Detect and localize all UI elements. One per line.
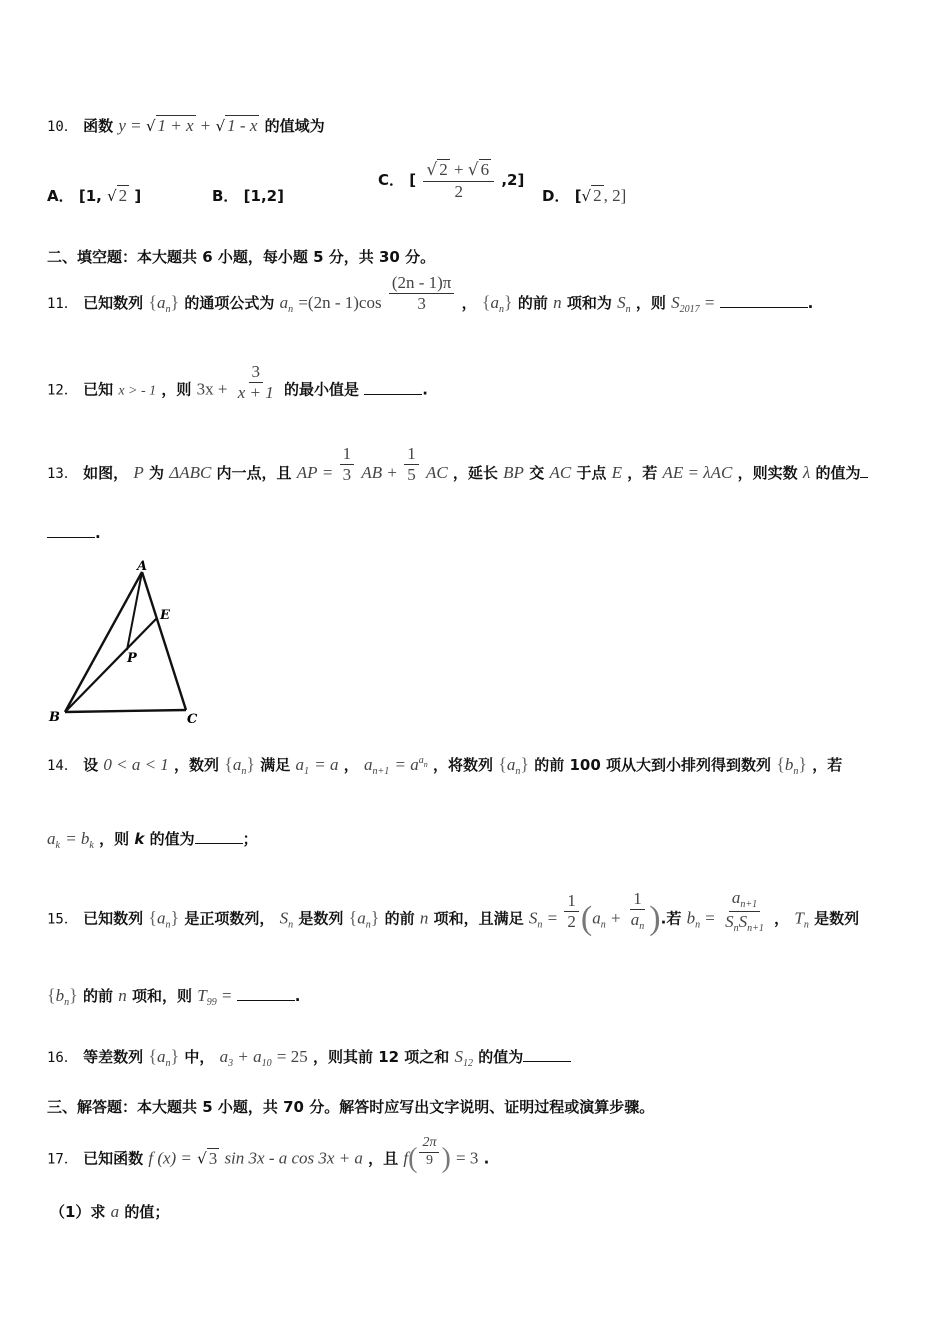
q14-text-4: ，将数列 (432, 756, 493, 774)
q11-fraction (389, 273, 455, 313)
option-a-rad: 2 (118, 186, 128, 205)
q14-ak: a (47, 829, 56, 848)
answer-blank[interactable] (720, 306, 808, 308)
q17-frac-bot: 9 (425, 1152, 433, 1168)
q15-text-8: 是数列 (814, 909, 860, 928)
q15-b-bot2: S (738, 911, 748, 931)
q11-an-3-sub: n (499, 304, 505, 315)
q14-bn: b (784, 755, 794, 774)
q15-half-top: 1 (564, 891, 579, 912)
q11-text-3: ， (461, 294, 477, 312)
q14-exp-sub: n (423, 760, 428, 769)
q15-half-bot: 2 (567, 911, 576, 931)
q14-line (47, 754, 842, 777)
q15-Sn-sub: n (288, 919, 294, 931)
q13-frac-1 (340, 444, 355, 484)
q14-text-8: 的值为 (149, 830, 195, 848)
q15-T99-eq: = (221, 986, 232, 1005)
brace-left-icon: { (481, 292, 491, 312)
q10-number: 10． (47, 119, 78, 135)
option-c-rad-a: 2 (439, 160, 448, 179)
q11-S: S (617, 293, 626, 312)
q15-b-bot-sub1: n (733, 922, 739, 934)
q16-number: 16． (47, 1050, 78, 1066)
brace-right-icon: } (170, 907, 180, 928)
q15-an-3: a (592, 908, 601, 928)
q13-frac-2 (404, 444, 419, 484)
label-a: A (137, 559, 148, 574)
q14-text-1: 设 (83, 756, 99, 774)
q15-text-7: ， (774, 909, 790, 928)
q15-line-2 (47, 985, 300, 1008)
q15-an-3-sub: n (600, 919, 606, 931)
option-c-rad-b: 6 (480, 160, 490, 179)
q11-number: 11． (47, 296, 78, 312)
paren-right-icon: ) (649, 900, 661, 937)
q14-condition: 0 < a < 1 (103, 755, 169, 774)
q11-an-sub: n (165, 304, 171, 315)
sqrt-icon: √ (581, 187, 592, 205)
q16-a3: a (219, 1047, 229, 1066)
brace-left-icon: { (498, 754, 507, 774)
q14-an-2: a (506, 755, 516, 774)
q12-fraction (235, 362, 277, 402)
q14-comma: ， (343, 756, 359, 774)
q10-eq: = (131, 116, 141, 135)
q15-half (564, 891, 579, 931)
q12-condition: x > - 1 (118, 383, 157, 399)
q13-P: P (133, 463, 144, 482)
q14-k: k (134, 830, 145, 848)
brace-right-icon: } (370, 907, 380, 928)
q13-text-3: 内一点，且 (216, 464, 292, 482)
brace-right-icon: } (170, 292, 180, 312)
section-3-heading: 三、解答题：本大题共 5 小题，共 70 分。解答时应写出文字说明、证明过程或演算步骤。 (47, 1098, 655, 1116)
q13-line-2 (47, 524, 101, 542)
q16-text-4: 的值为 (478, 1048, 524, 1066)
q15-bn: b (686, 908, 696, 928)
q15-Sn: S (279, 908, 289, 928)
q16-a10: a (253, 1047, 262, 1066)
brace-left-icon: { (148, 1046, 157, 1066)
q10-option-d (542, 185, 626, 206)
q13-BP: BP (503, 463, 524, 482)
q13-text-4: ，延长 (452, 464, 498, 482)
q15-inv-bot: a (630, 910, 640, 930)
q11-n: n (553, 293, 562, 312)
q15-text-6: .若 (660, 909, 682, 928)
sqrt-icon: √ (145, 117, 156, 135)
q17-fraction (419, 1135, 439, 1168)
q14-bk-sub: k (89, 840, 94, 851)
sqrt-icon: √ (215, 117, 226, 135)
q12-text-1: 已知 (83, 380, 114, 399)
q15-text-2: 是正项数列， (184, 909, 275, 928)
brace-left-icon: { (148, 292, 157, 312)
q15-b-top: a (731, 888, 741, 907)
q13-f1-top: 1 (340, 444, 355, 465)
q16-eq: = 25 (276, 1047, 308, 1066)
q15-inverse (628, 889, 648, 932)
q16-a10-sub: 10 (261, 1058, 272, 1069)
option-c-fraction (423, 160, 494, 201)
q17-sub1-end: 的值； (124, 1203, 170, 1221)
q15-bn-sub: n (695, 919, 701, 931)
q16-text-1: 等差数列 (83, 1048, 144, 1066)
q17-text-1: 已知函数 (83, 1149, 144, 1168)
sqrt-icon: √ (467, 160, 479, 180)
q16-an: a (156, 1047, 166, 1066)
q10-line (47, 115, 325, 136)
q13-text-2: 为 (148, 464, 164, 482)
q13-plus: + (387, 463, 397, 482)
q11-S-sub: n (625, 304, 631, 315)
q14-text-2: ，数列 (174, 756, 220, 774)
brace-right-icon: } (246, 754, 256, 774)
option-b-text: [1,2] (243, 187, 284, 205)
q17-rad: 3 (208, 1148, 218, 1168)
q15-an-2: a (357, 908, 366, 928)
q17-rest: sin 3x - a cos 3x + a (224, 1148, 363, 1168)
q13-text-1: 如图， (83, 464, 129, 482)
q17-f2: f (403, 1148, 409, 1168)
q15-line (47, 888, 860, 938)
q15-b-fraction (722, 888, 767, 934)
q12-line (47, 362, 428, 402)
q13-triangle: ΔABC (169, 463, 212, 482)
q16-line (47, 1046, 571, 1069)
q11-end: . (807, 294, 814, 312)
q13-number: 13． (47, 466, 78, 482)
q14-an1-eq: = a (394, 755, 419, 774)
q15-end: . (294, 987, 301, 1005)
q15-text-3: 是数列 (298, 909, 344, 928)
option-c-left: [ (409, 171, 417, 190)
q11-S2017-sub: 2017 (679, 304, 700, 315)
q11-an: a (156, 293, 166, 312)
option-c-plus: + (453, 160, 464, 179)
q17-number: 17． (47, 1151, 78, 1168)
q15-text-9: 的前 (83, 987, 114, 1005)
q14-ak-sub: k (55, 840, 60, 851)
option-d-label: D． (542, 187, 570, 205)
q14-an1: a (364, 755, 373, 774)
option-d-left: [ (574, 187, 582, 205)
brace-left-icon: { (348, 907, 358, 928)
q16-an-sub: n (165, 1058, 171, 1069)
q14-a1: a (295, 755, 305, 774)
q10-prefix: 函数 (83, 117, 114, 135)
q15-Sn-2: S (528, 908, 538, 928)
q15-b-top-sub: n+1 (740, 899, 758, 910)
q13-AC-2: AC (549, 463, 572, 482)
paren-right-icon: ) (441, 1143, 451, 1174)
q13-f1-bot: 3 (342, 465, 352, 484)
q15-an-sub: n (165, 919, 171, 931)
q16-S12: S (454, 1047, 464, 1066)
q11-an-3: a (490, 293, 500, 312)
label-e: E (160, 608, 170, 623)
q10-plus: + (200, 116, 211, 135)
q11-eq: = (704, 293, 715, 312)
q14-text-7: ，则 (99, 830, 130, 848)
sqrt-icon: √ (426, 160, 438, 180)
answer-blank[interactable] (364, 393, 422, 395)
q11-an-2-sub: n (288, 304, 294, 315)
q14-end: ； (242, 830, 258, 848)
option-c-den: 2 (454, 181, 463, 201)
side-bc (65, 710, 186, 712)
q13-AP: AP (296, 463, 318, 482)
q11-an-2: a (279, 293, 289, 312)
option-d-rad: 2 (593, 186, 602, 205)
q17-line (47, 1135, 490, 1175)
q11-text-1: 已知数列 (83, 294, 144, 312)
q17-eq: = 3 (456, 1148, 479, 1168)
side-ab (65, 572, 142, 712)
paren-left-icon: ( (580, 900, 593, 937)
answer-blank[interactable] (523, 1060, 571, 1062)
q12-frac-top: 3 (249, 362, 264, 383)
q10-option-c (378, 160, 524, 201)
brace-left-icon: { (148, 907, 157, 928)
q11-text-6: ，则 (635, 294, 666, 312)
sqrt-icon: √ (107, 187, 117, 205)
q16-text-3: ，则其前 12 项之和 (312, 1048, 450, 1066)
q17-sub1-line (50, 1201, 169, 1222)
q13-eq: = (322, 463, 333, 482)
q15-inv-bot-sub: n (639, 921, 645, 933)
q15-T99: T (197, 986, 207, 1005)
q14-text-5: 的前 100 项从大到小排列得到数列 (534, 756, 771, 774)
q11-text-4: 的前 (517, 294, 548, 312)
brace-right-icon: } (520, 754, 529, 774)
q11-frac-bot: 3 (417, 294, 426, 313)
option-b-label: B． (212, 187, 239, 205)
q12-text-3: 的最小值是 (284, 380, 360, 399)
q12-frac-bot: x + 1 (237, 382, 274, 402)
q12-end: . (422, 380, 428, 399)
q16-S12-sub: 12 (463, 1058, 474, 1069)
q11-text-2: 的通项公式为 (184, 294, 275, 312)
q14-an-sub: n (241, 766, 247, 777)
q17-text-2: ，且 (368, 1149, 399, 1168)
q13-text-7: ，若 (627, 464, 658, 482)
q13-AE: AE = λAC (662, 463, 733, 482)
q13-line (47, 444, 868, 485)
answer-blank[interactable] (860, 476, 868, 478)
q10-rad-a: 1 + x (157, 116, 194, 135)
q15-Tn: T (794, 908, 804, 928)
section-2-heading: 二、填空题：本大题共 6 小题，每小题 5 分，共 30 分。 (47, 248, 436, 266)
q13-end: . (95, 524, 101, 542)
q10-suffix: 的值域为 (264, 117, 325, 135)
q13-text-5: 交 (529, 464, 545, 482)
q10-option-a (47, 185, 141, 206)
q14-a1-eq: = a (314, 755, 339, 774)
sqrt-icon: √ (197, 1149, 207, 1168)
option-a-left: [1, (78, 187, 102, 205)
q11-formula: =(2n - 1)cos (298, 293, 382, 312)
q15-text-4: 的前 (384, 909, 415, 928)
q11-frac-top: (2n - 1)π (389, 273, 455, 294)
q13-AB: AB (361, 463, 383, 482)
q15-b-bot: S (725, 911, 734, 931)
q15-eq: = (547, 908, 558, 928)
q14-number: 14． (47, 758, 78, 774)
q15-n: n (419, 908, 429, 928)
option-a-right: ] (134, 187, 142, 205)
q14-text-3: 满足 (260, 756, 291, 774)
q15-n-2: n (118, 986, 127, 1005)
q10-option-b (212, 185, 284, 206)
answer-blank[interactable] (237, 999, 295, 1001)
q17-a: a (110, 1202, 120, 1221)
option-d-right: , 2] (603, 186, 627, 205)
q14-an-2-sub: n (515, 766, 521, 777)
q15-an: a (156, 908, 166, 928)
q14-ak-eq: = b (65, 829, 90, 848)
q15-bn-2-sub: n (64, 997, 70, 1008)
brace-left-icon: { (47, 985, 56, 1005)
q13-E: E (611, 463, 623, 482)
q17-sub1: （1）求 (50, 1203, 106, 1221)
brace-left-icon: { (776, 754, 785, 774)
q15-T99-sub: 99 (206, 997, 217, 1008)
q17-end: . (483, 1149, 490, 1168)
q15-text-1: 已知数列 (83, 909, 144, 928)
label-p: P (127, 651, 137, 666)
q10-rad-b: 1 - x (227, 116, 258, 135)
q15-Tn-sub: n (803, 919, 809, 931)
q14-an1-sub: n+1 (372, 766, 390, 777)
q12-text-2: ，则 (161, 380, 192, 399)
side-ac (142, 572, 186, 710)
q16-text-2: 中， (184, 1048, 215, 1066)
q15-number: 15． (47, 911, 78, 928)
triangle-figure (40, 555, 210, 730)
q13-f2-top: 1 (404, 444, 419, 465)
q17-frac-top: 2π (419, 1135, 439, 1152)
q14-text-6: ，若 (812, 756, 843, 774)
q16-a3-sub: 3 (228, 1058, 234, 1069)
q11-S2017: S (671, 293, 680, 312)
q15-b-eq: = (705, 908, 715, 928)
q13-text-9: 的值为 (815, 464, 861, 482)
q15-text-5: 项和，且满足 (433, 909, 524, 928)
q10-y: y (118, 116, 126, 135)
option-c-label: C． (378, 171, 405, 190)
option-c-right: ,2] (501, 171, 525, 190)
q13-lambda: λ (802, 463, 811, 482)
answer-blank[interactable] (47, 536, 95, 538)
brace-right-icon: } (69, 985, 78, 1005)
segment-be (65, 618, 157, 712)
q15-bn-2: b (55, 986, 65, 1005)
q14-an: a (232, 755, 242, 774)
q14-line-2 (47, 828, 258, 851)
q14-exp: a (418, 755, 424, 766)
q12-expr: 3x + (196, 379, 228, 399)
q17-f: f (x) = (148, 1148, 192, 1168)
label-c: C (187, 712, 198, 727)
q13-f2-bot: 5 (407, 465, 416, 484)
q13-text-6: 于点 (576, 464, 607, 482)
q15-plus: + (610, 908, 621, 928)
q12-number: 12． (47, 382, 78, 399)
q14-a1-sub: 1 (304, 766, 310, 777)
q13-text-8: ，则实数 (737, 464, 798, 482)
option-a-label: A． (47, 187, 74, 205)
brace-right-icon: } (798, 754, 807, 774)
label-b: B (49, 710, 60, 725)
q13-AC: AC (425, 463, 448, 482)
q16-plus: + (238, 1047, 248, 1066)
q15-an-2-sub: n (365, 919, 371, 931)
q15-text-10: 项和，则 (132, 987, 193, 1005)
q15-Sn-2-sub: n (537, 919, 543, 931)
q14-bn-sub: n (793, 766, 799, 777)
q11-text-5: 项和为 (566, 294, 612, 312)
paren-left-icon: ( (408, 1143, 418, 1174)
answer-blank[interactable] (195, 842, 243, 844)
q15-b-bot-sub2: n+1 (747, 922, 764, 934)
q15-inv-top: 1 (630, 889, 645, 910)
brace-right-icon: } (504, 292, 513, 312)
brace-left-icon: { (224, 754, 233, 774)
brace-right-icon: } (170, 1046, 180, 1066)
